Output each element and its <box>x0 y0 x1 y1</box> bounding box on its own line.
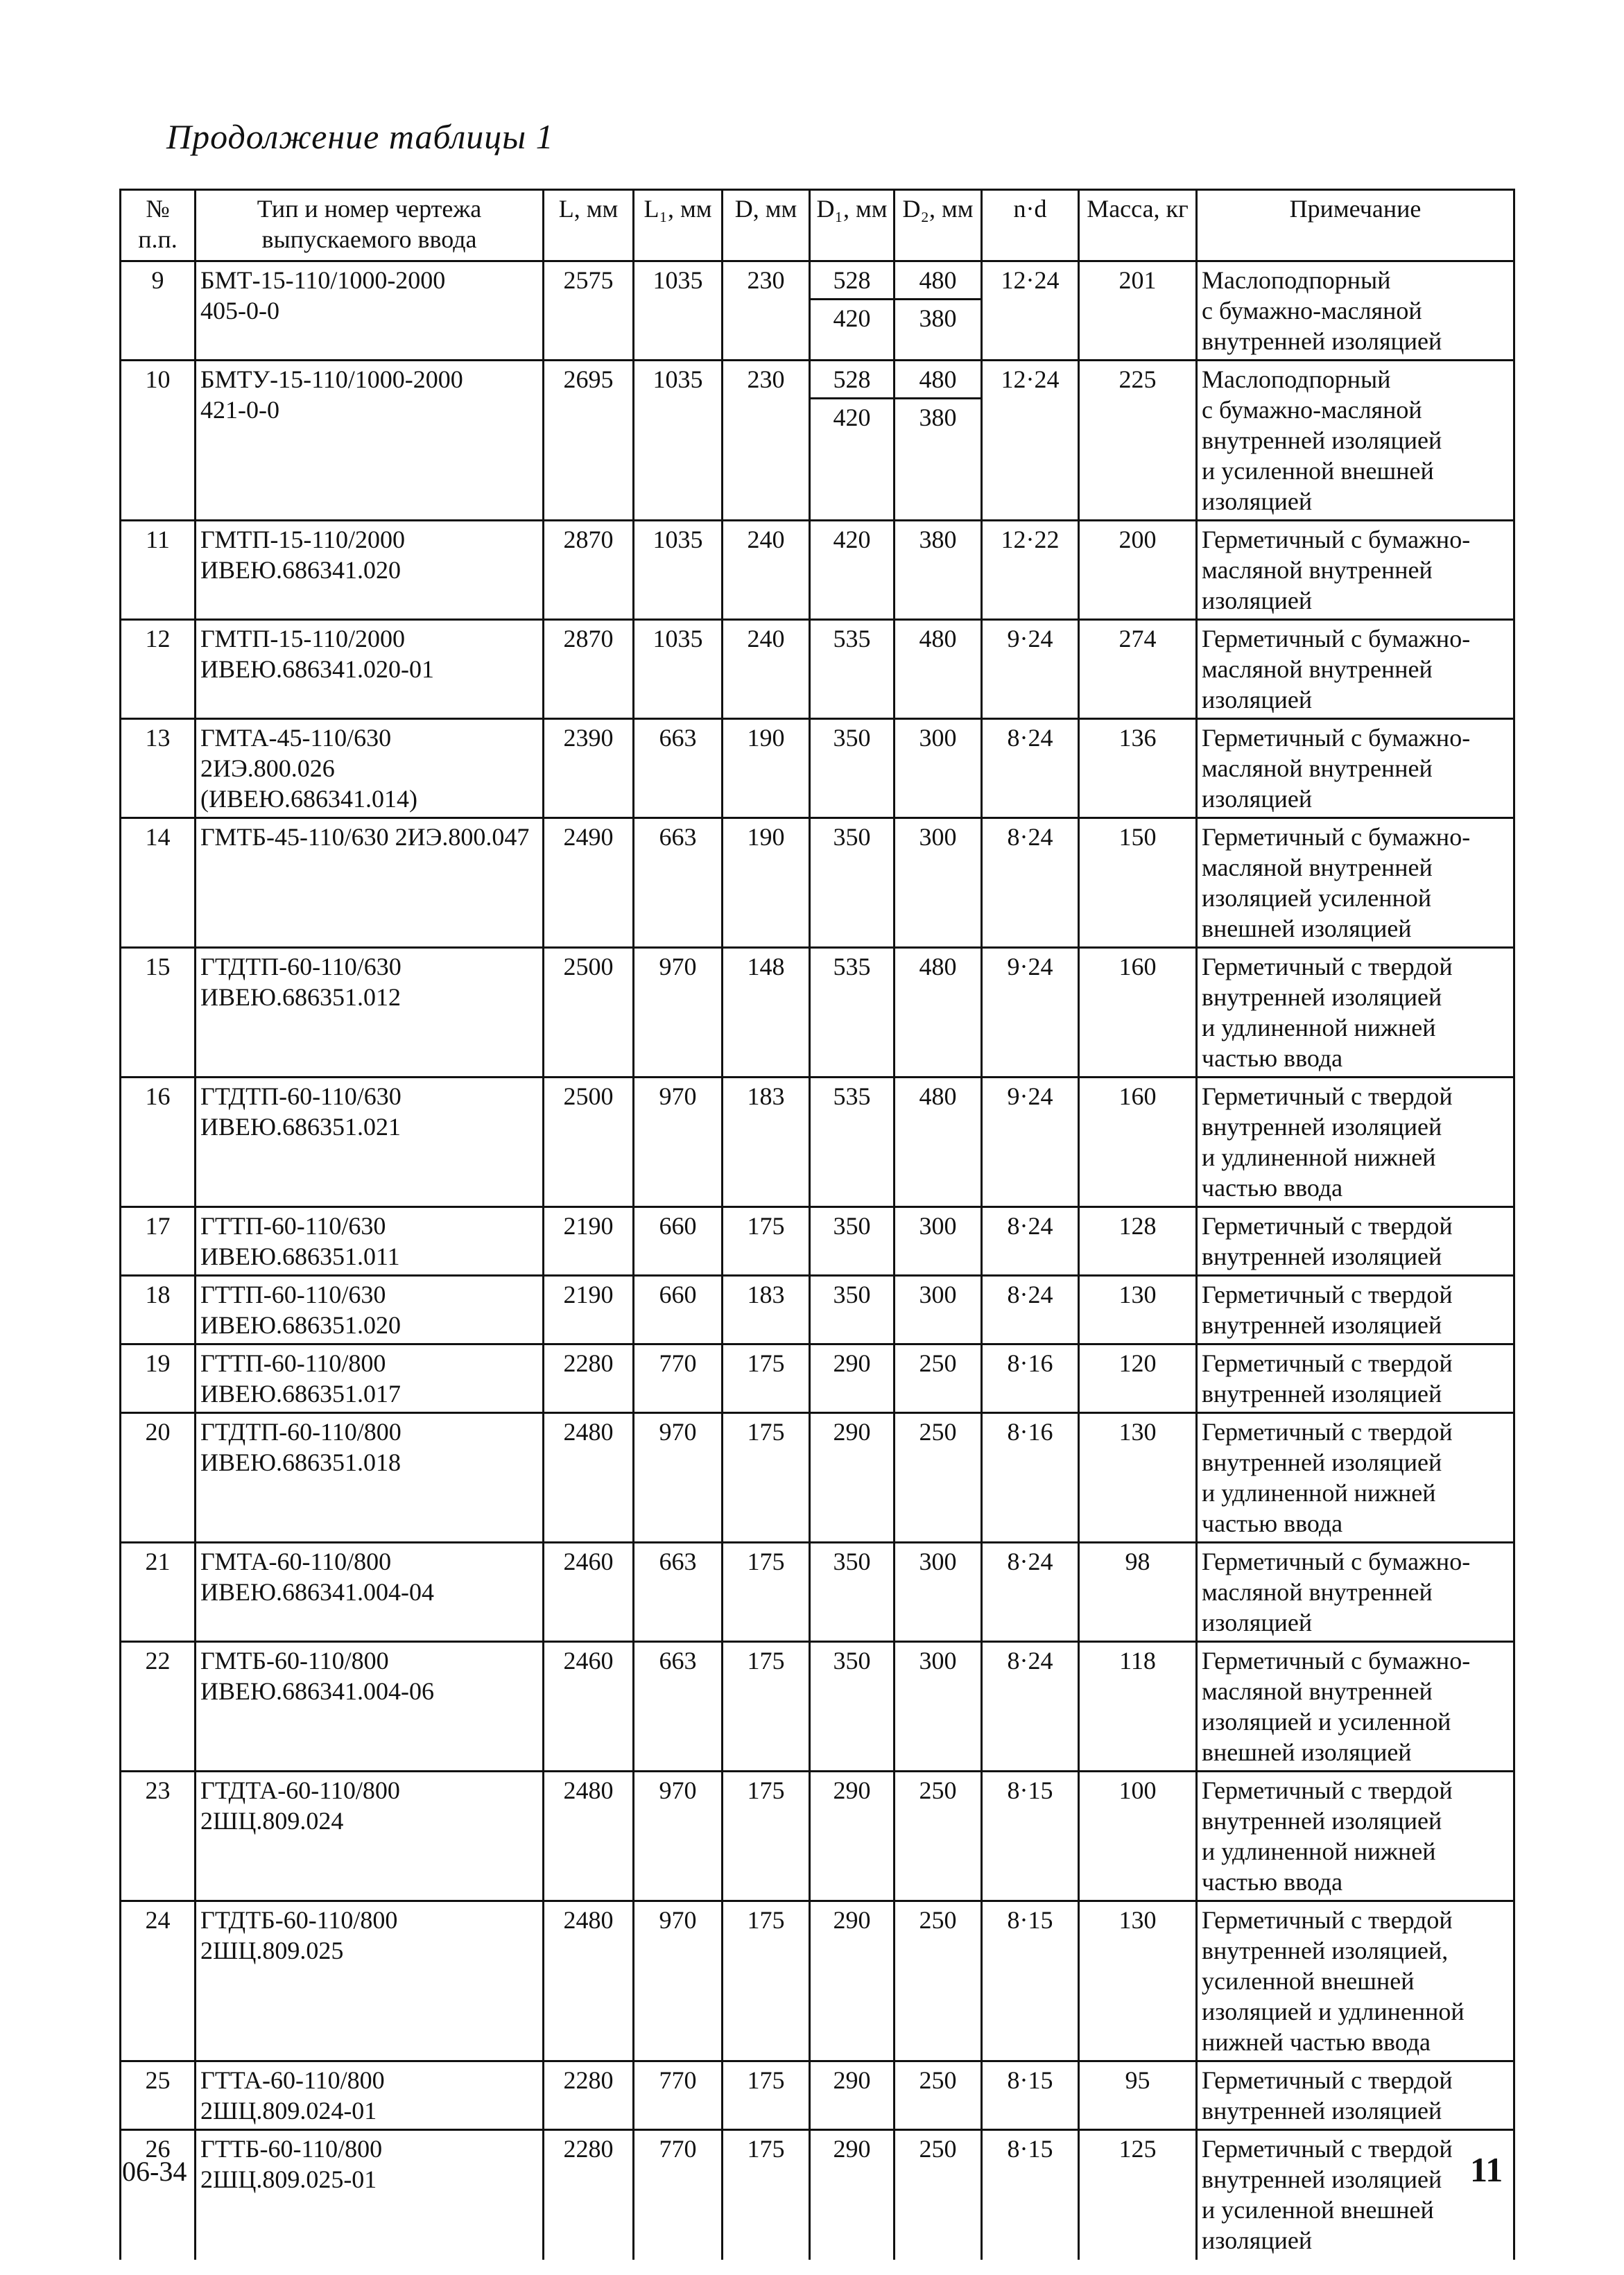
cell-num: 16 <box>121 1078 196 1207</box>
cell-d2 <box>895 1543 982 1642</box>
cell-mass: 95 <box>1079 2061 1197 2130</box>
cell-type: ГМТБ-60-110/800 ИВЕЮ.686341.004-06 <box>196 1642 544 1772</box>
cell-d2-value: 380 <box>895 298 981 336</box>
cell-l1: 660 <box>634 1207 723 1276</box>
header-type: Тип и номер чертежа выпускаемого ввода <box>196 190 544 261</box>
cell-d1-value: 535 <box>833 953 871 980</box>
cell-d2 <box>895 1642 982 1772</box>
cell-type: ГТТБ-60-110/800 2ШЦ.809.025-01 <box>196 2130 544 2260</box>
cell-l: 2480 <box>544 1413 634 1543</box>
cell-d1 <box>810 521 895 620</box>
cell-d1 <box>810 1078 895 1207</box>
header-num: № п.п. <box>121 190 196 261</box>
cell-l1: 663 <box>634 1543 723 1642</box>
header-l: L, мм <box>544 190 634 261</box>
header-row <box>121 190 1514 261</box>
cell-type: ГТТП-60-110/630 ИВЕЮ.686351.011 <box>196 1207 544 1276</box>
table-row <box>121 1901 1514 2061</box>
cell-num: 25 <box>121 2061 196 2130</box>
table-row <box>121 719 1514 818</box>
cell-d1 <box>810 948 895 1078</box>
cell-nd: 8·24 <box>982 818 1079 948</box>
cell-d2 <box>895 818 982 948</box>
cell-d2-value: 480 <box>919 266 957 294</box>
cell-note: Герметичный с твердой внутренней изоляцией <box>1197 1207 1514 1276</box>
cell-d1 <box>810 620 895 719</box>
cell-num: 22 <box>121 1642 196 1772</box>
cell-mass: 201 <box>1079 261 1197 361</box>
cell-l: 2460 <box>544 1642 634 1772</box>
header-d: D, мм <box>723 190 810 261</box>
cell-d2 <box>895 719 982 818</box>
cell-d2 <box>895 620 982 719</box>
cell-d1-value: 350 <box>833 1212 871 1240</box>
cell-l1: 660 <box>634 1276 723 1344</box>
cell-l: 2480 <box>544 1901 634 2061</box>
cell-type: БМТ-15-110/1000-2000 405-0-0 <box>196 261 544 361</box>
table-row <box>121 361 1514 521</box>
cell-d2 <box>895 2130 982 2260</box>
cell-d2-value: 480 <box>919 953 957 980</box>
cell-d2-value: 300 <box>919 1281 957 1308</box>
cell-nd: 8·15 <box>982 1772 1079 1901</box>
table-row <box>121 948 1514 1078</box>
cell-num: 18 <box>121 1276 196 1344</box>
cell-note: Герметичный с твердой внутренней изоляцией, усиленной внешней изоляцией и удлиненной нижней частью ввода <box>1197 1901 1514 2061</box>
cell-d2-value: 480 <box>919 365 957 393</box>
table-row <box>121 620 1514 719</box>
cell-d1 <box>810 818 895 948</box>
cell-d1 <box>810 1901 895 2061</box>
cell-nd: 8·24 <box>982 719 1079 818</box>
cell-num: 17 <box>121 1207 196 1276</box>
cell-num: 23 <box>121 1772 196 1901</box>
cell-nd: 8·24 <box>982 1207 1079 1276</box>
cell-d1-value: 350 <box>833 1281 871 1308</box>
cell-num: 19 <box>121 1344 196 1413</box>
page-number: 11 <box>1470 2150 1503 2189</box>
cell-d: 175 <box>723 1772 810 1901</box>
cell-mass: 200 <box>1079 521 1197 620</box>
cell-mass: 128 <box>1079 1207 1197 1276</box>
cell-l1: 970 <box>634 1772 723 1901</box>
cell-d1 <box>810 1772 895 1901</box>
cell-d2-value: 250 <box>919 1776 957 1804</box>
cell-d2-value: 250 <box>919 2135 957 2163</box>
cell-type: ГМТА-60-110/800 ИВЕЮ.686341.004-04 <box>196 1543 544 1642</box>
cell-num: 26 <box>121 2130 196 2260</box>
cell-note: Герметичный с твердой внутренней изоляцией и удлиненной нижней частью ввода <box>1197 1078 1514 1207</box>
cell-l1: 970 <box>634 948 723 1078</box>
cell-type: ГТТП-60-110/800 ИВЕЮ.686351.017 <box>196 1344 544 1413</box>
cell-type: ГМТП-15-110/2000 ИВЕЮ.686341.020 <box>196 521 544 620</box>
cell-num: 9 <box>121 261 196 361</box>
cell-d1 <box>810 261 895 361</box>
cell-nd: 8·16 <box>982 1344 1079 1413</box>
cell-l: 2280 <box>544 2130 634 2260</box>
cell-l: 2190 <box>544 1207 634 1276</box>
cell-mass: 125 <box>1079 2130 1197 2260</box>
cell-note: Герметичный с твердой внутренней изоляцией и удлиненной нижней частью ввода <box>1197 1772 1514 1901</box>
cell-l1: 663 <box>634 818 723 948</box>
cell-note: Герметичный с бумажно- масляной внутренней изоляцией <box>1197 620 1514 719</box>
table-row <box>121 521 1514 620</box>
cell-d: 183 <box>723 1276 810 1344</box>
cell-d1-value: 420 <box>811 298 893 336</box>
cell-d: 175 <box>723 2130 810 2260</box>
cell-d2-value: 480 <box>919 1082 957 1110</box>
cell-d2-value: 300 <box>919 724 957 752</box>
cell-nd: 9·24 <box>982 620 1079 719</box>
cell-d2 <box>895 1344 982 1413</box>
cell-nd: 8·15 <box>982 2130 1079 2260</box>
cell-d: 175 <box>723 2061 810 2130</box>
cell-d1-value: 535 <box>833 1082 871 1110</box>
cell-d2-value: 380 <box>919 526 957 553</box>
cell-d1-value: 290 <box>833 1906 871 1934</box>
cell-d1-value: 350 <box>833 1647 871 1675</box>
cell-type: БМТУ-15-110/1000-2000 421-0-0 <box>196 361 544 521</box>
cell-type: ГТДТП-60-110/800 ИВЕЮ.686351.018 <box>196 1413 544 1543</box>
cell-note: Герметичный с твердой внутренней изоляцией <box>1197 2061 1514 2130</box>
table-row <box>121 1207 1514 1276</box>
table-row <box>121 2130 1514 2260</box>
cell-mass: 120 <box>1079 1344 1197 1413</box>
table-row <box>121 1344 1514 1413</box>
cell-nd: 9·24 <box>982 948 1079 1078</box>
table-caption: Продолжение таблицы 1 <box>166 117 554 156</box>
cell-d1 <box>810 2130 895 2260</box>
cell-l1: 770 <box>634 2130 723 2260</box>
cell-l: 2870 <box>544 521 634 620</box>
cell-num: 14 <box>121 818 196 948</box>
cell-mass: 225 <box>1079 361 1197 521</box>
cell-mass: 130 <box>1079 1413 1197 1543</box>
cell-d1 <box>810 1642 895 1772</box>
cell-nd: 12·24 <box>982 361 1079 521</box>
cell-d1-value: 290 <box>833 1418 871 1446</box>
cell-note: Герметичный с твердой внутренней изоляцией и усиленной внешней изоляцией <box>1197 2130 1514 2260</box>
cell-d2-value: 300 <box>919 1548 957 1575</box>
cell-mass: 100 <box>1079 1772 1197 1901</box>
cell-l: 2280 <box>544 2061 634 2130</box>
cell-d: 175 <box>723 1207 810 1276</box>
cell-nd: 8·16 <box>982 1413 1079 1543</box>
cell-d: 175 <box>723 1344 810 1413</box>
cell-note: Герметичный с бумажно- масляной внутренней изоляцией и усиленной внешней изоляцией <box>1197 1642 1514 1772</box>
cell-num: 21 <box>121 1543 196 1642</box>
cell-mass: 150 <box>1079 818 1197 948</box>
cell-d1 <box>810 1543 895 1642</box>
cell-mass: 160 <box>1079 1078 1197 1207</box>
cell-d1-value: 528 <box>833 266 871 294</box>
cell-note: Герметичный с твердой внутренней изоляцией и удлиненной нижней частью ввода <box>1197 948 1514 1078</box>
cell-d: 240 <box>723 620 810 719</box>
cell-d2-value: 300 <box>919 1212 957 1240</box>
cell-d1 <box>810 1207 895 1276</box>
cell-d: 175 <box>723 1901 810 2061</box>
cell-l: 2480 <box>544 1772 634 1901</box>
cell-l: 2490 <box>544 818 634 948</box>
cell-d1 <box>810 361 895 521</box>
cell-d2-value: 380 <box>895 397 981 435</box>
cell-d1-value: 535 <box>833 625 871 652</box>
cell-num: 10 <box>121 361 196 521</box>
cell-d2-value: 300 <box>919 823 957 851</box>
cell-d: 148 <box>723 948 810 1078</box>
header-nd: n·d <box>982 190 1079 261</box>
cell-d: 175 <box>723 1413 810 1543</box>
header-d1: D₁, мм <box>810 190 895 261</box>
header-d2: D₂, мм <box>895 190 982 261</box>
cell-num: 24 <box>121 1901 196 2061</box>
cell-d2 <box>895 1276 982 1344</box>
cell-note: Герметичный с бумажно- масляной внутренней изоляцией <box>1197 1543 1514 1642</box>
header-note: Примечание <box>1197 190 1514 261</box>
cell-l1: 970 <box>634 1413 723 1543</box>
cell-d2-value: 250 <box>919 1418 957 1446</box>
cell-d2 <box>895 361 982 521</box>
cell-note: Герметичный с твердой внутренней изоляцией и удлиненной нижней частью ввода <box>1197 1413 1514 1543</box>
table-row <box>121 1772 1514 1901</box>
cell-num: 20 <box>121 1413 196 1543</box>
table-row <box>121 1413 1514 1543</box>
cell-d1-value: 290 <box>833 2066 871 2094</box>
cell-d2-value: 250 <box>919 1906 957 1934</box>
cell-note: Герметичный с бумажно- масляной внутренней изоляцией усиленной внешней изоляцией <box>1197 818 1514 948</box>
cell-nd: 8·24 <box>982 1642 1079 1772</box>
cell-d1-value: 290 <box>833 1776 871 1804</box>
cell-l: 2190 <box>544 1276 634 1344</box>
cell-num: 13 <box>121 719 196 818</box>
cell-l: 2280 <box>544 1344 634 1413</box>
cell-nd: 8·15 <box>982 1901 1079 2061</box>
cell-l: 2575 <box>544 261 634 361</box>
cell-l: 2390 <box>544 719 634 818</box>
table-row <box>121 818 1514 948</box>
cell-l1: 1035 <box>634 521 723 620</box>
cell-l: 2870 <box>544 620 634 719</box>
cell-d1 <box>810 2061 895 2130</box>
cell-d: 230 <box>723 261 810 361</box>
cell-type: ГТТП-60-110/630 ИВЕЮ.686351.020 <box>196 1276 544 1344</box>
cell-d1-value: 350 <box>833 823 871 851</box>
cell-nd: 12·22 <box>982 521 1079 620</box>
header-mass: Масса, кг <box>1079 190 1197 261</box>
cell-d2-value: 480 <box>919 625 957 652</box>
cell-l1: 770 <box>634 2061 723 2130</box>
cell-nd: 8·15 <box>982 2061 1079 2130</box>
cell-mass: 274 <box>1079 620 1197 719</box>
cell-l1: 663 <box>634 719 723 818</box>
cell-d: 175 <box>723 1642 810 1772</box>
cell-l1: 770 <box>634 1344 723 1413</box>
cell-d1 <box>810 1413 895 1543</box>
cell-d1 <box>810 719 895 818</box>
cell-d: 175 <box>723 1543 810 1642</box>
cell-d: 183 <box>723 1078 810 1207</box>
header-l1: L₁, мм <box>634 190 723 261</box>
bushings-table <box>119 189 1515 2260</box>
cell-type: ГТДТП-60-110/630 ИВЕЮ.686351.021 <box>196 1078 544 1207</box>
table-row <box>121 1642 1514 1772</box>
cell-mass: 160 <box>1079 948 1197 1078</box>
cell-l1: 970 <box>634 1901 723 2061</box>
document-code: 06-34 <box>122 2156 187 2187</box>
cell-d1-value: 290 <box>833 2135 871 2163</box>
cell-l1: 1035 <box>634 620 723 719</box>
cell-d1-value: 420 <box>833 526 871 553</box>
cell-d2 <box>895 261 982 361</box>
cell-l1: 970 <box>634 1078 723 1207</box>
cell-d1 <box>810 1344 895 1413</box>
cell-d2 <box>895 1901 982 2061</box>
cell-d2-value: 250 <box>919 1349 957 1377</box>
cell-mass: 136 <box>1079 719 1197 818</box>
cell-d1-value: 350 <box>833 724 871 752</box>
cell-nd: 8·24 <box>982 1543 1079 1642</box>
cell-l: 2695 <box>544 361 634 521</box>
cell-type: ГМТБ-45-110/630 2ИЭ.800.047 <box>196 818 544 948</box>
cell-type: ГТДТП-60-110/630 ИВЕЮ.686351.012 <box>196 948 544 1078</box>
cell-d2 <box>895 521 982 620</box>
cell-d2 <box>895 2061 982 2130</box>
table-row <box>121 1276 1514 1344</box>
cell-l1: 1035 <box>634 261 723 361</box>
table-row <box>121 2061 1514 2130</box>
table-row <box>121 1078 1514 1207</box>
cell-type: ГТДТБ-60-110/800 2ШЦ.809.025 <box>196 1901 544 2061</box>
cell-l1: 1035 <box>634 361 723 521</box>
cell-d1-value: 420 <box>811 397 893 435</box>
cell-note: Герметичный с твердой внутренней изоляцией <box>1197 1276 1514 1344</box>
cell-num: 15 <box>121 948 196 1078</box>
table-row <box>121 1543 1514 1642</box>
cell-l: 2500 <box>544 1078 634 1207</box>
cell-nd: 12·24 <box>982 261 1079 361</box>
cell-note: Маслоподпорный с бумажно-масляной внутренней изоляцией <box>1197 261 1514 361</box>
cell-note: Герметичный с бумажно- масляной внутренней изоляцией <box>1197 719 1514 818</box>
cell-mass: 118 <box>1079 1642 1197 1772</box>
cell-d2 <box>895 1078 982 1207</box>
cell-l: 2460 <box>544 1543 634 1642</box>
cell-d2 <box>895 1207 982 1276</box>
cell-type: ГТТА-60-110/800 2ШЦ.809.024-01 <box>196 2061 544 2130</box>
cell-d1-value: 528 <box>833 365 871 393</box>
cell-d: 190 <box>723 719 810 818</box>
cell-d1-value: 350 <box>833 1548 871 1575</box>
cell-d: 190 <box>723 818 810 948</box>
cell-type: ГМТП-15-110/2000 ИВЕЮ.686341.020-01 <box>196 620 544 719</box>
cell-nd: 9·24 <box>982 1078 1079 1207</box>
cell-d1-value: 290 <box>833 1349 871 1377</box>
cell-d2-value: 250 <box>919 2066 957 2094</box>
cell-num: 12 <box>121 620 196 719</box>
cell-type: ГМТА-45-110/630 2ИЭ.800.026 (ИВЕЮ.686341.014) <box>196 719 544 818</box>
cell-mass: 130 <box>1079 1276 1197 1344</box>
cell-nd: 8·24 <box>982 1276 1079 1344</box>
cell-d: 240 <box>723 521 810 620</box>
cell-d: 230 <box>723 361 810 521</box>
table-body <box>121 261 1514 2260</box>
cell-type: ГТДТА-60-110/800 2ШЦ.809.024 <box>196 1772 544 1901</box>
cell-d2 <box>895 1413 982 1543</box>
cell-note: Маслоподпорный с бумажно-масляной внутренней изоляцией и усиленной внешней изоляцией <box>1197 361 1514 521</box>
cell-d1 <box>810 1276 895 1344</box>
cell-note: Герметичный с твердой внутренней изоляцией <box>1197 1344 1514 1413</box>
cell-d2-value: 300 <box>919 1647 957 1675</box>
cell-l1: 663 <box>634 1642 723 1772</box>
cell-num: 11 <box>121 521 196 620</box>
table-row <box>121 261 1514 361</box>
cell-d2 <box>895 948 982 1078</box>
cell-d2 <box>895 1772 982 1901</box>
cell-mass: 98 <box>1079 1543 1197 1642</box>
cell-note: Герметичный с бумажно- масляной внутренней изоляцией <box>1197 521 1514 620</box>
cell-l: 2500 <box>544 948 634 1078</box>
cell-mass: 130 <box>1079 1901 1197 2061</box>
